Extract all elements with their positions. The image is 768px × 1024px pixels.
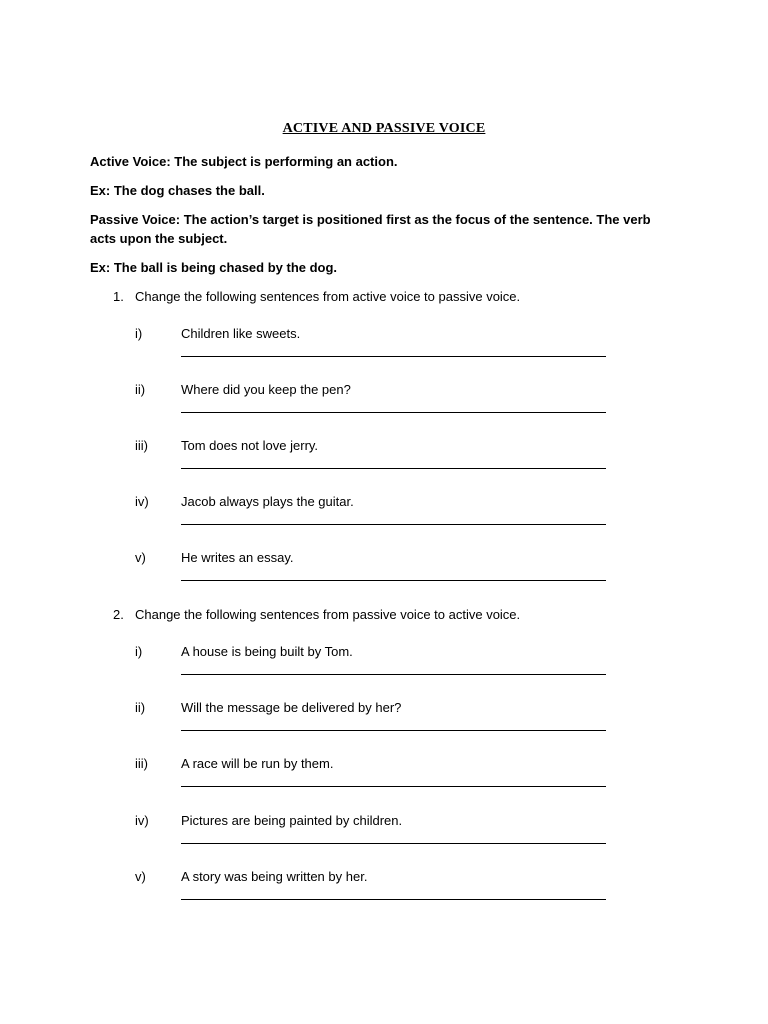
page-title: ACTIVE AND PASSIVE VOICE [282, 121, 486, 136]
item-sentence: A story was being written by her. [181, 869, 368, 884]
item-sentence: Pictures are being painted by children. [181, 813, 403, 828]
item-number: v) [135, 550, 146, 565]
item-sentence: Tom does not love jerry. [181, 438, 319, 453]
answer-line[interactable] [181, 899, 606, 900]
answer-line[interactable] [181, 468, 606, 469]
question-2-heading [113, 605, 520, 624]
item-sentence: Children like sweets. [181, 326, 301, 341]
answer-line[interactable] [181, 843, 606, 844]
question-instruction: Change the following sentences from passive voice to active voice. [135, 607, 521, 622]
question-number: 1. [113, 289, 124, 304]
item-number: iv) [135, 494, 149, 509]
item-number: ii) [135, 382, 146, 397]
item-number: i) [135, 644, 143, 659]
question-number: 2. [113, 607, 124, 622]
item-sentence: He writes an essay. [181, 550, 294, 565]
item-sentence: A race will be run by them. [181, 756, 334, 771]
item-number: iii) [135, 438, 148, 453]
answer-line[interactable] [181, 674, 606, 675]
active-voice-example: Ex: The dog chases the ball. [90, 183, 265, 198]
passive-voice-definition: Passive Voice: The action’s target is positioned first as the focus of the sentence. The verb acts upon the subject. [90, 212, 651, 246]
item-number: ii) [135, 700, 146, 715]
active-voice-definition: Active Voice: The subject is performing an action. [90, 154, 398, 169]
answer-line[interactable] [181, 786, 606, 787]
answer-line[interactable] [181, 412, 606, 413]
item-sentence: Where did you keep the pen? [181, 382, 351, 397]
passive-voice-example: Ex: The ball is being chased by the dog. [90, 260, 338, 275]
answer-line[interactable] [181, 580, 606, 581]
answer-line[interactable] [181, 524, 606, 525]
item-sentence: Jacob always plays the guitar. [181, 494, 354, 509]
item-number: iv) [135, 813, 149, 828]
item-number: i) [135, 326, 143, 341]
question-1-heading [113, 287, 520, 306]
answer-line[interactable] [181, 730, 606, 731]
answer-line[interactable] [181, 356, 606, 357]
item-sentence: A house is being built by Tom. [181, 644, 353, 659]
item-sentence: Will the message be delivered by her? [181, 700, 402, 715]
question-instruction: Change the following sentences from active voice to passive voice. [135, 289, 521, 304]
item-number: v) [135, 869, 146, 884]
item-number: iii) [135, 756, 148, 771]
